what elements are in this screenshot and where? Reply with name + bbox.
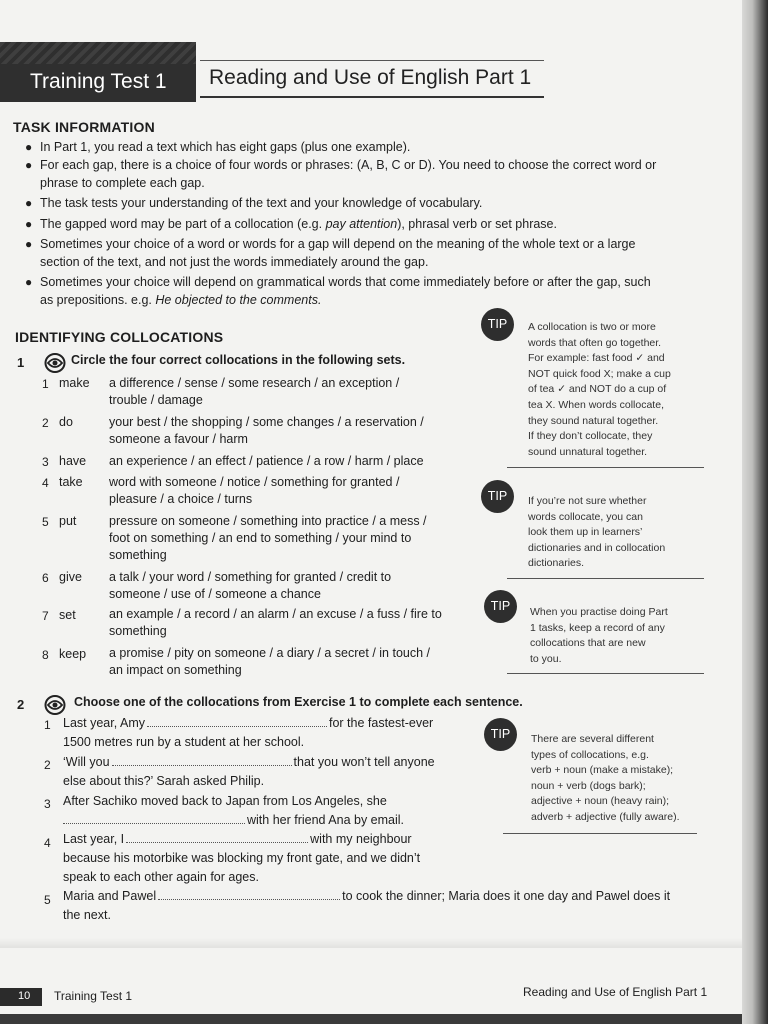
title-rule-bottom	[200, 96, 544, 98]
item-verb: have	[59, 454, 87, 468]
tip-line: verb + noun (make a mistake);	[531, 764, 674, 777]
sentence-part: Last year, Amy	[63, 716, 145, 730]
tip-text	[531, 732, 680, 826]
bullet-line: The task tests your understanding of the text and your knowledge of vocabulary.	[40, 196, 483, 210]
sentence-line: the next.	[63, 908, 111, 922]
tip-line: adjective + noun (heavy rain);	[531, 795, 670, 808]
item-collocations	[109, 375, 469, 409]
task-info-heading: TASK INFORMATION	[13, 119, 155, 135]
exercise-2-number: 2	[17, 697, 25, 712]
item-verb: take	[59, 475, 83, 489]
bullet-dot: ●	[25, 217, 33, 231]
tip-line: adverb + adjective (fully aware).	[531, 810, 680, 823]
tip-line: There are several different	[531, 733, 654, 745]
sentence	[63, 753, 483, 791]
sentence-part: with my neighbour	[310, 832, 412, 846]
text-line: a promise / pity on someone / a diary / a secret / in touch /	[109, 646, 430, 660]
sentence-line	[63, 811, 483, 830]
sentence-part: Last year, I	[63, 832, 125, 846]
item-verb: make	[59, 376, 90, 390]
bullet-2	[25, 156, 657, 192]
tip-divider	[503, 833, 697, 834]
bullet-dot: ●	[25, 237, 33, 251]
tip-text	[528, 494, 665, 572]
text-line: word with someone / notice / something for granted /	[109, 475, 400, 489]
tip-line: words collocate, you can	[528, 510, 643, 523]
text-line: pleasure / a choice / turns	[109, 492, 253, 506]
bullet-line: In Part 1, you read a text which has eight gaps (plus one example).	[40, 140, 411, 154]
answer-gap[interactable]	[158, 888, 340, 900]
tip-line: of tea ✓ and NOT do a cup of	[528, 383, 667, 396]
item-collocations	[109, 569, 469, 603]
text-line: someone a favour / harm	[109, 432, 248, 446]
text-line: pressure on someone / something into practice / a mess /	[109, 514, 427, 528]
text-line: your best / the shopping / some changes / a reservation /	[109, 415, 424, 429]
item-number: 7	[42, 609, 49, 623]
eye-icon	[44, 352, 66, 374]
item-collocations	[109, 645, 469, 679]
item-number: 4	[42, 476, 49, 490]
bullet-dot: ●	[25, 196, 33, 210]
tip-line: When you practise doing Part	[530, 606, 668, 618]
item-number: 2	[42, 416, 49, 430]
sentence-part: Maria and Pawel	[63, 889, 157, 903]
tip-line: dictionaries.	[528, 557, 585, 570]
tip-badge: TIP	[481, 308, 514, 341]
tip-line: to you.	[530, 652, 562, 665]
bullet-line: phrase to complete each gap.	[40, 176, 205, 190]
item-number: 6	[42, 571, 49, 585]
tip-line: noun + verb (dogs bark);	[531, 779, 646, 792]
page-fold-shadow	[0, 938, 742, 948]
answer-gap[interactable]	[112, 754, 292, 766]
sentence-line	[63, 887, 723, 906]
tip-badge: TIP	[484, 590, 517, 623]
bullet-dot: ●	[25, 158, 33, 172]
bullet-line: as prepositions. e.g. He objected to the comments.	[40, 293, 322, 307]
sentence-part: to cook the dinner; Maria does it one day and Pawel does it	[342, 889, 671, 903]
tip-line: A collocation is two or more	[528, 321, 656, 333]
sentence	[63, 887, 723, 925]
tip-badge: TIP	[484, 718, 517, 751]
text-line: something	[109, 548, 167, 562]
answer-gap[interactable]	[126, 831, 308, 843]
item-collocations	[109, 474, 469, 508]
test-title: Training Test 1	[30, 70, 167, 93]
sentence-line: else about this?’ Sarah asked Philip.	[63, 774, 265, 788]
tip-line: For example: fast food ✓ and	[528, 352, 665, 365]
bullet-line: The gapped word may be part of a collocation (e.g. pay attention), phrasal verb or set phrase.	[40, 217, 557, 231]
item-number: 3	[42, 455, 49, 469]
tip-divider	[507, 673, 704, 674]
bullet-dot: ●	[25, 140, 33, 154]
item-verb: put	[59, 514, 77, 528]
footer-part-title: Reading and Use of English Part 1	[523, 985, 708, 999]
bullet-4	[25, 215, 557, 233]
bullet-1	[25, 138, 411, 156]
sentence-number: 3	[44, 797, 51, 811]
sentence-line: 1500 metres run by a student at her school.	[63, 735, 305, 749]
title-rule-top	[200, 60, 544, 61]
item-verb: keep	[59, 647, 87, 661]
item-collocations	[109, 513, 469, 564]
item-number: 1	[42, 377, 49, 391]
sentence-line: because his motorbike was blocking my front gate, and we didn’t	[63, 851, 421, 865]
item-verb: do	[59, 415, 73, 429]
exercise-1-number: 1	[17, 355, 25, 370]
eye-icon	[44, 694, 66, 716]
item-verb: give	[59, 570, 82, 584]
page-number: 10	[18, 990, 31, 1002]
tip-line: sound unnatural together.	[528, 445, 648, 458]
tip-line: 1 tasks, keep a record of any	[530, 621, 665, 634]
text-line: a difference / sense / some research / an exception /	[109, 376, 400, 390]
text-line: foot on something / an end to something / your mind to	[109, 531, 412, 545]
section-heading: IDENTIFYING COLLOCATIONS	[15, 329, 224, 345]
text-line: a talk / your word / something for granted / credit to	[109, 570, 392, 584]
tip-line: look them up in learners’	[528, 526, 643, 539]
bullet-line: For each gap, there is a choice of four words or phrases: (A, B, C or D). You need to choose the correct word or	[40, 158, 657, 172]
bullet-3	[25, 194, 483, 212]
exercise-2-instruction: Choose one of the collocations from Exercise 1 to complete each sentence.	[74, 695, 523, 709]
bullet-5	[25, 235, 636, 271]
text-line: something	[109, 624, 167, 638]
text-line: an impact on something	[109, 663, 242, 677]
item-verb: set	[59, 608, 76, 622]
sentence-number: 4	[44, 836, 51, 850]
tip-line: If they don’t collocate, they	[528, 430, 653, 443]
tip-line: they sound natural together.	[528, 414, 659, 427]
bullet-dot: ●	[25, 275, 33, 289]
answer-gap[interactable]	[147, 715, 327, 727]
tip-line: collocations that are new	[530, 637, 646, 650]
text-line: someone / use of / someone a chance	[109, 587, 321, 601]
item-collocations	[109, 606, 469, 640]
tip-divider	[507, 578, 704, 579]
text-line: trouble / damage	[109, 393, 203, 407]
item-collocations	[109, 414, 469, 448]
item-collocations	[109, 453, 469, 470]
sentence	[63, 714, 463, 752]
sentence-part: ‘Will you	[63, 755, 110, 769]
sentence-number: 2	[44, 758, 51, 772]
sentence-part: for the fastest-ever	[328, 716, 434, 730]
tip-badge: TIP	[481, 480, 514, 513]
bullet-6	[25, 273, 651, 309]
tip-text	[530, 605, 668, 667]
banner-stripes	[0, 42, 196, 64]
part-title: Reading and Use of English Part 1	[209, 66, 532, 89]
sentence-part: that you won’t tell anyone	[293, 755, 435, 769]
bullet-line: Sometimes your choice will depend on grammatical words that come immediately before or after the gap, such	[40, 275, 651, 289]
exercise-1-instruction: Circle the four correct collocations in the following sets.	[71, 353, 406, 367]
bullet-line: section of the text, and not just the words immediately around the gap.	[40, 255, 429, 269]
tip-divider	[507, 467, 704, 468]
tip-line: tea X. When words collocate,	[528, 398, 664, 411]
tip-line: types of collocations, e.g.	[531, 748, 649, 761]
sentence-line	[63, 753, 483, 772]
answer-gap[interactable]	[63, 812, 245, 824]
sentence-line	[63, 714, 463, 733]
sentence	[63, 792, 483, 830]
text-line: an experience / an effect / patience / a row / harm / place	[109, 454, 424, 468]
tip-line: NOT quick food X; make a cup	[528, 367, 671, 380]
sentence-number: 1	[44, 718, 51, 732]
text-line: an example / a record / an alarm / an excuse / a fuss / fire to	[109, 607, 442, 621]
sentence-number: 5	[44, 893, 51, 907]
sentence-line: After Sachiko moved back to Japan from Los Angeles, she	[63, 794, 387, 808]
footer-test-title: Training Test 1	[54, 989, 133, 1003]
tip-line: words that often go together.	[528, 336, 662, 349]
sentence-line	[63, 830, 493, 849]
sentence-part: with her friend Ana by email.	[247, 813, 405, 827]
item-number: 5	[42, 515, 49, 529]
tip-text	[528, 320, 671, 460]
tip-line: dictionaries and in collocation	[528, 541, 666, 554]
book-page-edge	[742, 0, 768, 1024]
bullet-line: Sometimes your choice of a word or words for a gap will depend on the meaning of the whole text or a large	[40, 237, 636, 251]
item-number: 8	[42, 648, 49, 662]
sentence-line: speak to each other again for ages.	[63, 870, 259, 884]
tip-line: If you’re not sure whether	[528, 495, 647, 507]
sentence	[63, 830, 493, 887]
